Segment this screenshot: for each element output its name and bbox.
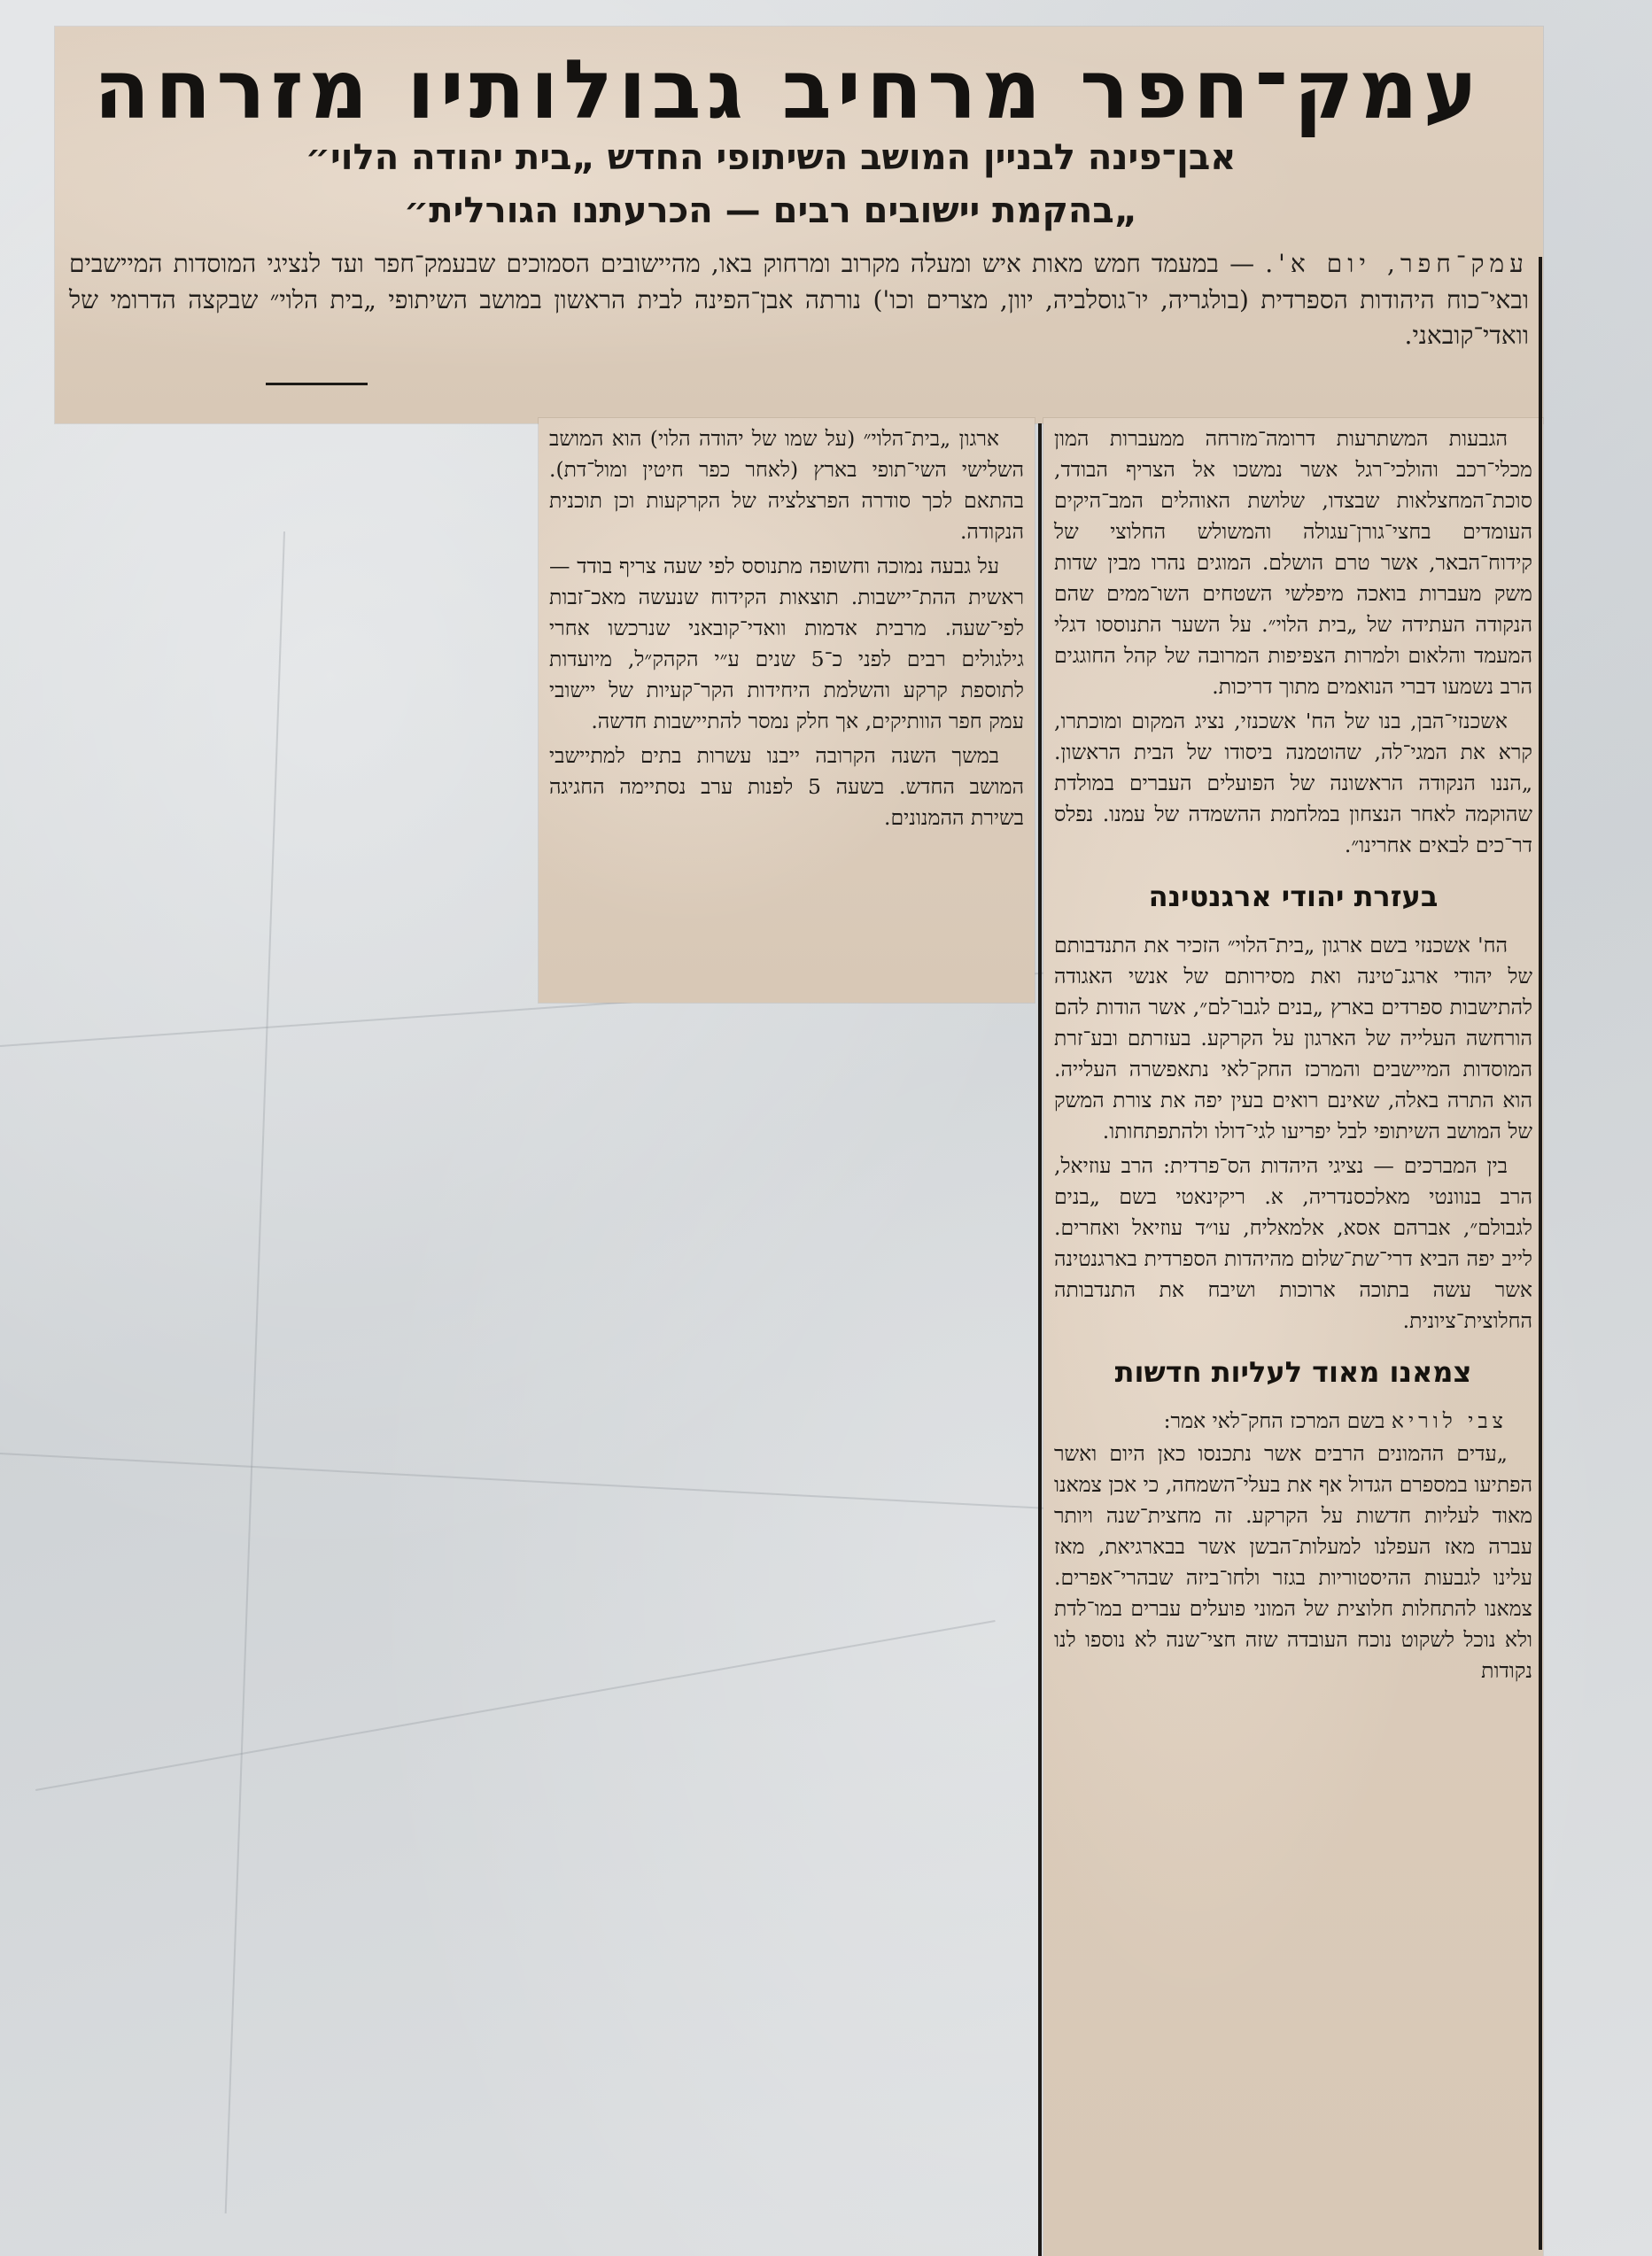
byline-text: בשם המרכז החק־לאי אמר:	[1163, 1408, 1392, 1433]
section-heading: בעזרת יהודי ארגנטינה	[1148, 880, 1439, 913]
paper-crease	[225, 531, 285, 2213]
byline: צבי לוריא	[1391, 1408, 1508, 1433]
paragraph: במשך השנה הקרובה ייבנו עשרות בתים למתיישבי המושב החדש. בשעה 5 לפנות ערב נסתיימה החגיגה בשירת ההמנונים.	[549, 743, 1024, 830]
column-rule	[1038, 423, 1042, 2256]
paragraph	[1054, 1406, 1532, 1437]
underline-mark	[266, 383, 368, 385]
column-rule	[1539, 257, 1542, 2250]
lead-paragraph	[69, 246, 1529, 354]
paragraph: ארגון „בית־הלוי״ (על שמו של יהודה הלוי) הוא המושב השלישי השי־תופי בארץ (לאחר כפר חיטין ומול־דת). בהתאם לכך סודרה הפרצלציה של הקרקעות וכן תוכנית הנקודה.	[549, 426, 1024, 544]
paragraph: „עדים ההמונים הרבים אשר נתכנסו כאן היום ואשר הפתיעו במספרם הגדול אף את בעלי־השמחה, כי אכן צמאנו מאוד לעליות חדשות על הקרקע. זה מחצית־שנה ויותר עברה מאז העפלנו למעלות־הבשן אשר בבארגיאת, מאז עלינו לגבעות ההיסטוריות בגזר ולחו־ביזה שבהרי־אפרים. צמאנו להתחלות חלוצית של המוני פועלים עברים במו־לדת ולא נוכל לשקוט נוכח העובדה שזה חצי־שנה לא נוספו לנו נקודות	[1054, 1441, 1532, 1683]
dateline: עמק־חפר, יום א'.	[1265, 249, 1529, 278]
headline: עמק־חפר מרחיב גבולותיו מזרחה	[93, 43, 1484, 137]
paper-crease	[35, 1620, 996, 1791]
article-column-right	[1054, 423, 1532, 1690]
paragraph: אשכנזי־הבן, בנו של הח' אשכנזי, נציג המקום ומוכתרו, קרא את המגי־לה, שהוטמנה ביסודו של הבית הראשון. „הננו הנקודה הראשונה של הפועלים העברים במולדת שהוקמה לאחר הנצחון במלחמת ההשמדה של עמנו. נפלס דר־כים לבאים אחרינו״.	[1054, 709, 1532, 857]
paper-crease	[0, 1453, 1043, 1509]
paragraph: הח' אשכנזי בשם ארגון „בית־הלוי״ הזכיר את התנדבותם של יהודי ארגנ־טינה ואת מסירותם של אנשי האגודה להתישבות ספרדים בארץ „בנים לגבו־לם״, אשר הודות להם הורחשה העלייה של הארגון על הקרקע. בעזרתם ובע־זרת המוסדות המיישבים והמרכז החק־לאי נתאפשרה העלייה. הוא התרה באלה, שאינם רואים בעין יפה את צורת המשק של המושב השיתופי לבל יפריעו לגי־דולו ולהתפתחותו.	[1054, 933, 1532, 1144]
paragraph: בין המברכים — נציגי היהדות הס־פרדית: הרב עוזיאל, הרב בנוונטי מאלכסנדריה, א. ריקינאטי בשם „בנים לגבולם״, אברהם אסא, אלמאליח, עו״ד עוזיאל ואחרים. לייב יפה הביא דרי־שת־שלום מהיהדות הספרדית בארגנטינה אשר עשה בתוכה ארוכות ושיבח את התנדבותה החלוצית־ציונית.	[1054, 1153, 1532, 1333]
subheadline: אבן־פינה לבניין המושב השיתופי החדש „בית יהודה הלוי״	[305, 137, 1237, 178]
subheadline: „בהקמת יישובים רבים — הכרעתנו הגורלית״	[403, 190, 1138, 231]
paragraph: הגבעות המשתרעות דרומה־מזרחה ממעברות המון מכלי־רכב והולכי־רגל אשר נמשכו אל הצריף הבודד, סוכת־המחצלאות שבצדו, שלושת האוהלים המב־היקים העומדים בחצי־גורן־עגולה והמשולש החלוצי של קידוח־הבאר, אשר טרם הושלם. המוגים נהרו מבין שדות משק מעברות בואכה מיפלשי השטחים השו־ממים שהם הנקודה העתידה של „בית הלוי״. על השער התנוססו דגלי המעמד והלאום ולמרות הצפיפות המרובה של קהל החוגגים הרב נשמעו דברי הנואמים מתוך דריכות.	[1054, 426, 1532, 699]
lead-text: — במעמד חמש מאות איש ומעלה מקרוב ומרחוק באו, מהיישובים הסמוכים שבעמק־חפר ועד לנציגי המוסדות המיישבים ובאי־כוח היהודות הספרדית (בולגריה, יו־גוסלביה, יוון, מצרים וכו') נורתה אבן־הפינה לבית הראשון במושב השיתופי „בית הלוי״ שבקצה הדרומי של וואדי־קובאני.	[69, 249, 1529, 350]
paragraph: על גבעה נמוכה וחשופה מתנוסס לפי שעה צריף בודד — ראשית ההת־יישבות. תוצאות הקידוח שנעשה מאכ־זבות לפי־שעה. מרבית אדמות וואדי־קובאני שנרכשו אחרי גילגולים רבים לפני כ־5 שנים ע״י הקהק״ל, מיועדות לתוספת קרקע והשלמת היחידות הקר־קעיות של יישובי עמק חפר הוותיקים, אך חלק נמסר להתיישבות חדשה.	[549, 554, 1024, 733]
article-column-middle	[549, 423, 1024, 837]
section-heading: צמאנו מאוד לעליות חדשות	[1114, 1355, 1472, 1389]
